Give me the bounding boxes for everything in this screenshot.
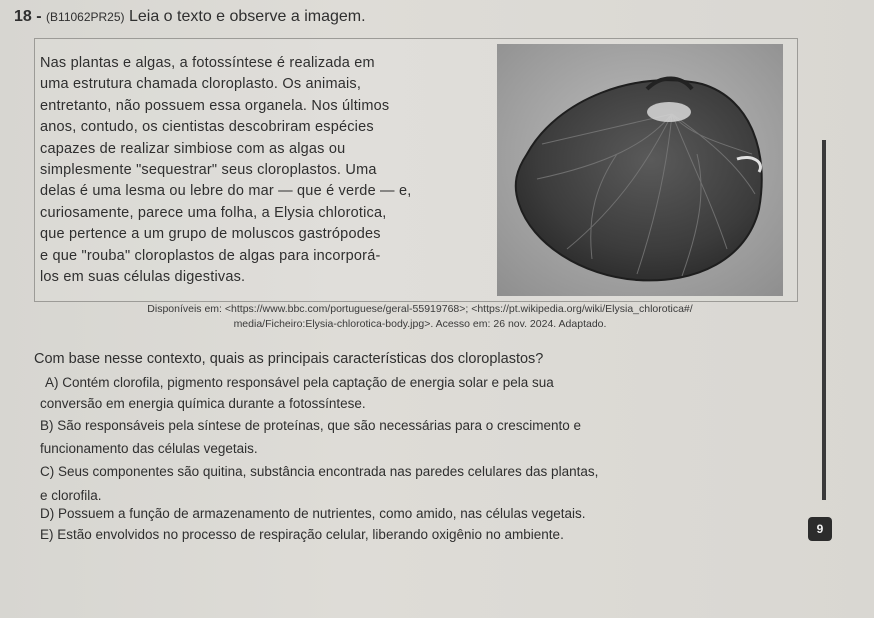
passage-line: que pertence a um grupo de moluscos gastrópodes bbox=[40, 226, 381, 243]
question-instruction: Leia o texto e observe a imagem. bbox=[128, 8, 366, 25]
passage-line: curiosamente, parece uma folha, a Elysia chlorotica, bbox=[40, 204, 387, 221]
option-a-continued: conversão em energia química durante a fotossíntese. bbox=[40, 396, 366, 411]
option-c[interactable]: C) Seus componentes são quitina, substância encontrada nas paredes celulares das plantas, bbox=[40, 464, 599, 479]
source-citation bbox=[60, 302, 780, 332]
passage-line: uma estrutura chamada cloroplasto. Os animais, bbox=[40, 76, 362, 93]
option-b[interactable]: B) São responsáveis pela síntese de proteínas, que são necessárias para o crescimento e bbox=[40, 418, 582, 433]
sea-slug-photo bbox=[497, 44, 783, 296]
passage-text bbox=[40, 53, 484, 288]
option-c-continued: e clorofila. bbox=[40, 488, 102, 503]
question-prompt: Com base nesse contexto, quais as principais características dos cloroplastos? bbox=[34, 351, 544, 367]
passage-line: anos, contudo, os cientistas descobriram espécies bbox=[40, 119, 374, 136]
passage-line: Nas plantas e algas, a fotossíntese é realizada em bbox=[40, 55, 375, 71]
passage-line: entretanto, não possuem essa organela. Nos últimos bbox=[40, 97, 390, 114]
page-number-badge: 9 bbox=[808, 517, 832, 541]
question-number: 18 - bbox=[14, 8, 42, 25]
passage-line: e que "rouba" cloroplastos de algas para incorporá- bbox=[40, 247, 381, 264]
option-e[interactable]: E) Estão envolvidos no processo de respiração celular, liberando oxigênio no ambiente. bbox=[40, 527, 564, 542]
passage-line: delas é uma lesma ou lebre do mar — que é verde — e, bbox=[40, 183, 412, 200]
source-line: Disponíveis em: <https://www.bbc.com/portuguese/geral-55919768>; <https://pt.wikipedia.org/wiki/Elysia_chlorotica#/ bbox=[147, 303, 693, 315]
passage-line: capazes de realizar simbiose com as algas ou bbox=[40, 140, 346, 157]
option-d[interactable]: D) Possuem a função de armazenamento de nutrientes, como amido, nas células vegetais. bbox=[40, 506, 586, 521]
passage-line: simplesmente "sequestrar" seus cloroplastos. Uma bbox=[40, 162, 377, 179]
source-line: media/Ficheiro:Elysia-chlorotica-body.jpg>. Acesso em: 26 nov. 2024. Adaptado. bbox=[233, 318, 607, 330]
margin-rule bbox=[822, 140, 826, 500]
option-a[interactable]: A) Contém clorofila, pigmento responsável pela captação de energia solar e pela sua bbox=[45, 375, 554, 390]
option-b-continued: funcionamento das células vegetais. bbox=[40, 441, 258, 456]
question-header bbox=[14, 8, 366, 26]
question-code: (B11062PR25) bbox=[46, 10, 125, 24]
passage-line: los em suas células digestivas. bbox=[40, 269, 246, 286]
